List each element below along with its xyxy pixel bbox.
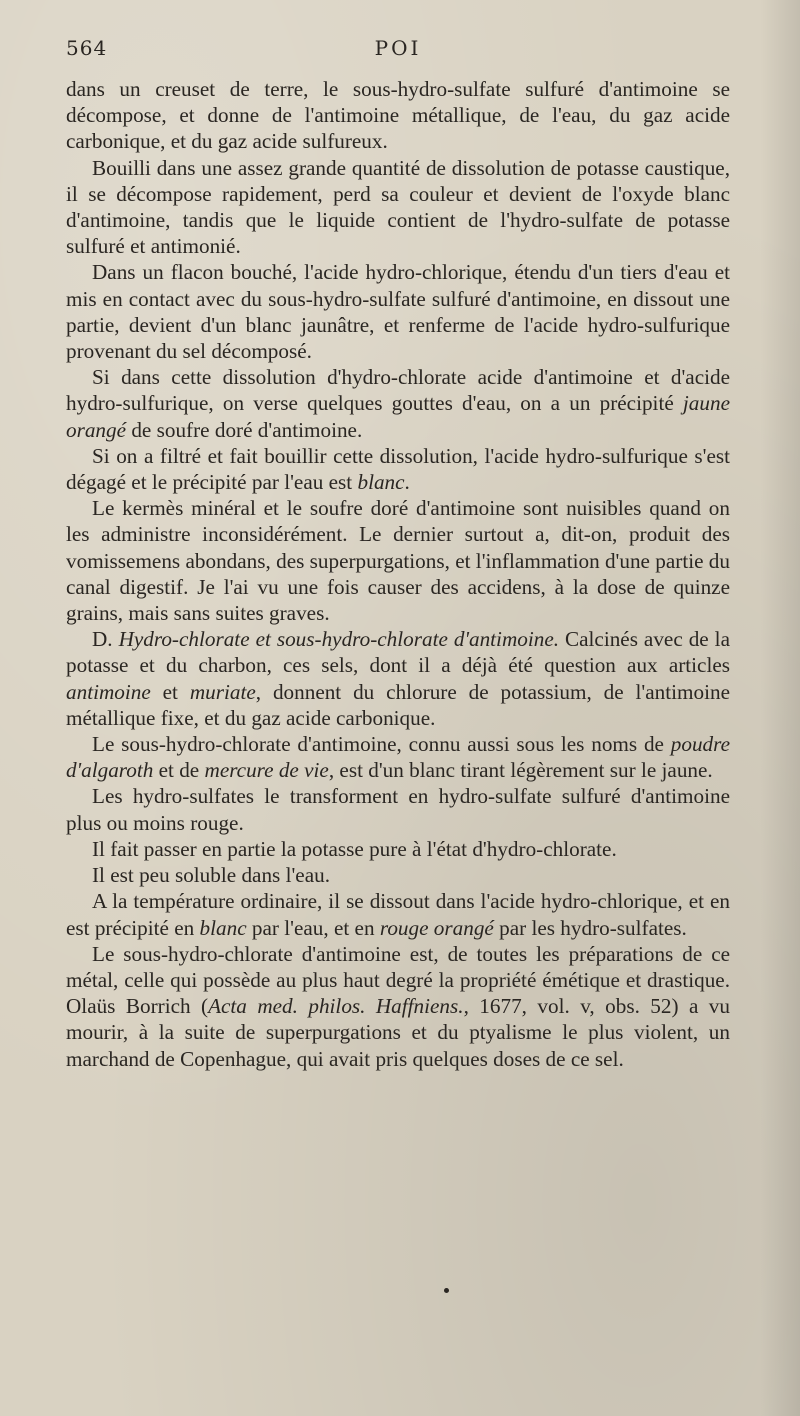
italic-text: Acta med. philos. Haffniens. xyxy=(208,994,464,1019)
italic-text: rouge orangé xyxy=(379,915,494,940)
paragraph-text: Il fait passer en partie la potasse pure à l'état d'hydro-chlorate. xyxy=(92,836,617,861)
paragraph xyxy=(66,862,730,888)
paragraph xyxy=(66,364,730,443)
paragraph xyxy=(66,731,730,783)
body-text xyxy=(66,76,730,1072)
italic-text: mercure de vie xyxy=(204,758,329,783)
italic-text: jaune orangé xyxy=(66,391,730,442)
paragraph-text: , donnent du chlorure de potassium, de l'antimoine métallique fixe, et du gaz acide carbonique. xyxy=(66,679,730,730)
paragraph xyxy=(66,888,730,940)
page-edge-shadow xyxy=(760,0,800,1416)
paragraph-text: Le sous-hydro-chlorate d'antimoine est, de toutes les préparations de ce métal, celle qui possède au plus haut degré la propriété émétique et drastique. Olaüs Borrich ( xyxy=(66,941,730,1019)
paragraph xyxy=(66,941,730,1072)
running-title: POI xyxy=(374,36,422,60)
italic-text: antimoine xyxy=(66,679,151,704)
paragraph-text: , est d'un blanc tirant légèrement sur le jaune. xyxy=(328,758,713,783)
paragraph xyxy=(66,836,730,862)
paragraph-text: Les hydro-sulfates le transforment en hydro-sulfate sulfuré d'antimoine plus ou moins rouge. xyxy=(66,784,730,835)
running-head xyxy=(66,30,730,70)
italic-text: blanc xyxy=(199,915,247,940)
paragraph xyxy=(66,259,730,364)
paragraph-text: dans un creuset de terre, le sous-hydro-sulfate sulfuré d'antimoine se décompose, et donne de l'antimoine métallique, de l'eau, du gaz acide carbonique, et du gaz acide sulfureux. xyxy=(66,77,730,154)
paragraph-text: Le sous-hydro-chlorate d'antimoine, connu aussi sous les noms de xyxy=(92,732,671,757)
paragraph-text: et de xyxy=(153,758,205,783)
paragraph-text: et xyxy=(150,679,190,704)
italic-text: muriate xyxy=(189,679,256,704)
paragraph-text: , 1677, vol. v, obs. 52) a vu mourir, à la suite de superpurgations et du ptyalisme le plus violent, un marchand de Copenhague, qui avait pris quelques doses de ce sel. xyxy=(66,994,730,1071)
paragraph-text: Si dans cette dissolution d'hydro-chlorate acide d'antimoine et d'acide hydro-sulfurique, on verse quelques gouttes d'eau, on a un précipité xyxy=(66,365,730,416)
paragraph xyxy=(66,443,730,495)
italic-text: blanc xyxy=(357,470,405,495)
paragraph-text: Calcinés avec de la potasse et du charbon, ces sels, dont il a déjà été question aux articles xyxy=(66,627,730,678)
book-page xyxy=(66,30,730,1390)
paragraph xyxy=(66,626,730,731)
paragraph-text: . xyxy=(404,470,410,495)
paragraph-text: D. xyxy=(92,627,119,652)
paragraph xyxy=(66,783,730,835)
paragraph-text: Dans un flacon bouché, l'acide hydro-chlorique, étendu d'un tiers d'eau et mis en contact avec du sous-hydro-sulfate sulfuré d'antimoine, en dissout une partie, devient d'un blanc jaunâtre, et renferme de l'acide hydro-sulfurique provenant du sel décomposé. xyxy=(66,260,730,364)
paragraph-text: par les hydro-sulfates. xyxy=(493,915,687,940)
paragraph xyxy=(66,495,730,626)
italic-text: Hydro-chlorate et sous-hydro-chlorate d'antimoine. xyxy=(118,627,560,652)
paragraph xyxy=(66,76,730,155)
paragraph-text: Bouilli dans une assez grande quantité de dissolution de potasse caustique, il se décompose rapidement, perd sa couleur et devient de l'oxyde blanc d'antimoine, tandis que le liquide contient de l'hydro-sulfate de potasse sulfuré et antimonié. xyxy=(66,155,730,259)
paragraph xyxy=(66,155,730,260)
paragraph-text: A la température ordinaire, il se dissout dans l'acide hydro-chlorique, et en est précipité en xyxy=(66,889,730,940)
paragraph-text: Il est peu soluble dans l'eau. xyxy=(92,863,330,888)
italic-text: poudre d'algaroth xyxy=(66,732,730,783)
ink-speck xyxy=(444,1288,449,1293)
paragraph-text: par l'eau, et en xyxy=(246,915,380,940)
paragraph-text: Si on a filtré et fait bouillir cette dissolution, l'acide hydro-sulfurique s'est dégagé et le précipité par l'eau est xyxy=(66,443,730,495)
paragraph-text: Le kermès minéral et le soufre doré d'antimoine sont nuisibles quand on les administre inconsidérément. Le dernier surtout a, dit-on, produit des vomissemens abondans, des superpurgations, et l'inflammation d'une partie du canal digestif. Je l'ai vu une fois causer des accidens, à la dose de quinze grains, mais sans suites graves. xyxy=(66,496,730,626)
page-number: 564 xyxy=(66,36,108,60)
paragraph-text: de soufre doré d'antimoine. xyxy=(126,417,363,442)
